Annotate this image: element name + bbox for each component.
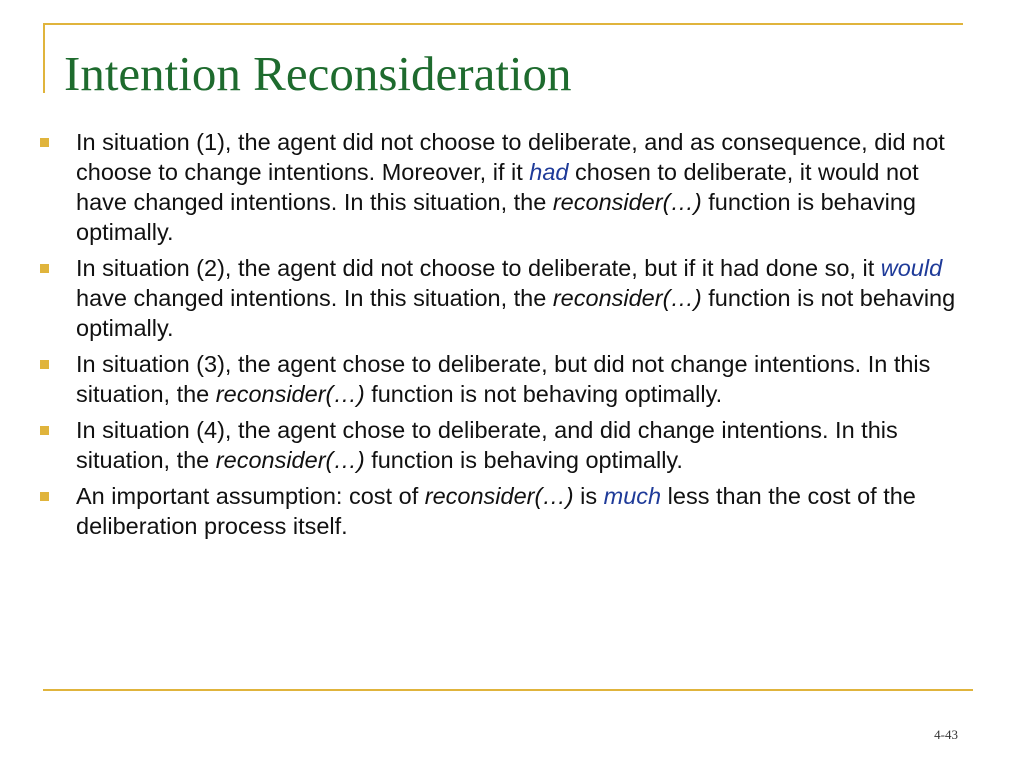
bullet-text-segment: In situation (3), the agent chose to deliberate, but did not change intentions. In this situation, the <box>76 351 931 407</box>
bullet-text <box>76 127 960 247</box>
function-name: reconsider(…) <box>215 381 365 407</box>
square-bullet-icon <box>40 264 49 273</box>
bullet-text-segment: less than the cost of the deliberation process itself. <box>76 483 916 539</box>
bullet-item <box>40 127 960 247</box>
bullet-item <box>40 349 960 409</box>
emphasized-word: much <box>603 483 662 509</box>
bullet-text-segment: An important assumption: cost of <box>76 483 425 509</box>
square-bullet-icon <box>40 360 49 369</box>
bullet-item <box>40 481 960 541</box>
bullet-text <box>76 253 960 343</box>
function-name: reconsider(…) <box>552 189 702 215</box>
bullet-text-segment: In situation (4), the agent chose to deliberate, and did change intentions. In this situation, the <box>76 417 898 473</box>
square-bullet-icon <box>40 138 49 147</box>
bullet-text <box>76 481 960 541</box>
emphasized-word: had <box>529 159 569 185</box>
bullet-item <box>40 415 960 475</box>
bullet-text <box>76 349 960 409</box>
bullet-text <box>76 415 960 475</box>
bullet-item <box>40 253 960 343</box>
function-name: reconsider(…) <box>424 483 574 509</box>
function-name: reconsider(…) <box>215 447 365 473</box>
function-name: reconsider(…) <box>552 285 702 311</box>
emphasized-word: would <box>880 255 943 281</box>
square-bullet-icon <box>40 492 49 501</box>
square-bullet-icon <box>40 426 49 435</box>
frame-left-rule <box>43 23 45 93</box>
bullet-text-segment: In situation (2), the agent did not choose to deliberate, but if it had done so, it <box>76 255 881 281</box>
bullet-text-segment: have changed intentions. In this situation, the <box>76 285 553 311</box>
bullet-text-segment: function is behaving optimally. <box>76 189 916 245</box>
bullet-text-segment: In situation (1), the agent did not choose to deliberate, and as consequence, did not choose to change intentions. Moreover, if it <box>76 129 945 185</box>
bullet-text-segment: chosen to deliberate, it would not have changed intentions. In this situation, the <box>76 159 919 215</box>
bullet-list <box>40 127 960 547</box>
bullet-text-segment: is <box>573 483 604 509</box>
bullet-text-segment: function is behaving optimally. <box>364 447 683 473</box>
slide-title: Intention Reconsideration <box>64 46 572 101</box>
bullet-text-segment: function is not behaving optimally. <box>364 381 723 407</box>
page-number: 4-43 <box>934 727 958 742</box>
frame-top-rule <box>43 23 963 25</box>
footer-rule <box>43 689 973 691</box>
bullet-text-segment: function is not behaving optimally. <box>76 285 956 341</box>
